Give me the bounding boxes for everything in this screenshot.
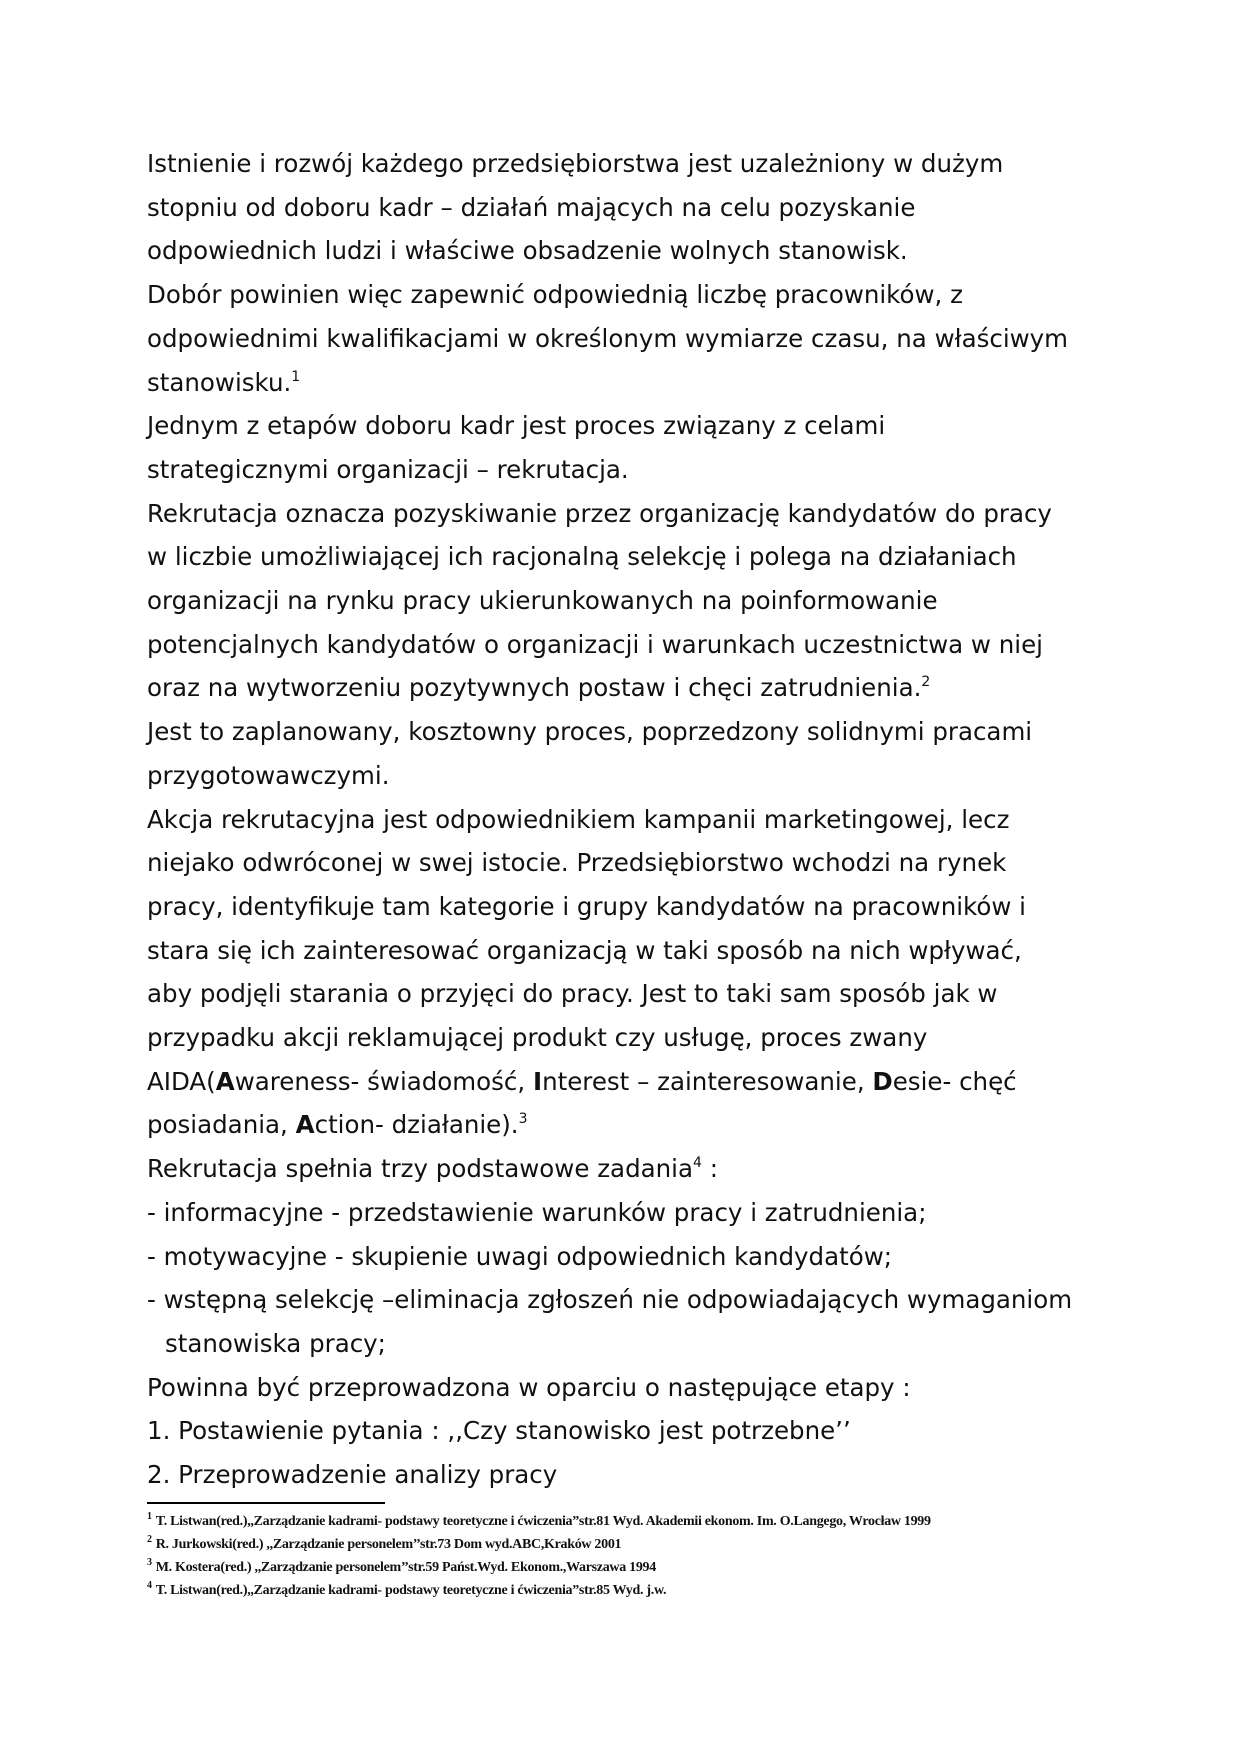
text-line: odpowiednimi kwalifikacjami w określonym wymiarze czasu, na właściwym [147,323,1069,353]
text-line: organizacji na rynku pracy ukierunkowanych na poinformowanie [147,586,938,616]
text-segment: ction- działanie). [314,1110,519,1140]
text-line: potencjalnych kandydatów o organizacji i warunkach uczestnictwa w niej [147,629,1043,659]
text-line: strategicznymi organizacji – rekrutacja. [147,454,629,484]
text-line: stopniu od doboru kadr – działań mających na celu pozyskanie [147,192,916,222]
text-line: pracy, identyfikuje tam kategorie i grupy kandydatów na pracowników i [147,891,1026,921]
text-segment: Rekrutacja spełnia trzy podstawowe zadania [147,1154,693,1184]
text-segment: stanowisku. [147,367,292,397]
footnote-text: R. Jurkowski(red.) ,,Zarządzanie personelem’’str.73 Dom wyd.ABC,Kraków 2001 [155,1537,622,1552]
text-segment: wareness- świadomość, [234,1066,533,1096]
aida-line [147,1103,1107,1147]
footnote-ref: 3 [518,1111,528,1128]
text-line: odpowiednich ludzi i właściwe obsadzenie wolnych stanowisk. [147,236,908,266]
text-line: Jednym z etapów doboru kadr jest proces związany z celami [147,411,886,441]
text-line: w liczbie umożliwiającej ich racjonalną selekcję i polega na działaniach [147,542,1017,572]
list-item: - motywacyjne - skupienie uwagi odpowiednich kandydatów; [147,1241,892,1271]
text-line [147,666,1107,710]
footnote [147,1510,1107,1533]
text-line: Rekrutacja oznacza pozyskiwanie przez organizację kandydatów do pracy [147,498,1052,528]
footnote [147,1579,1107,1602]
list-item-continuation: stanowiska pracy; [165,1328,386,1358]
footnote-text: T. Listwan(red.),,Zarządzanie kadrami- podstawy teoretyczne i ćwiczenia”str.81 Wyd. Akademii ekonom. Im. O.Langego, Wrocław 1999 [155,1514,931,1529]
footnote-number: 3 [147,1557,152,1568]
text-segment: : [701,1154,718,1184]
footnote-text: M. Kostera(red.) ,,Zarządzanie personelem’’str.59 Państ.Wyd. Ekonom.,Warszawa 1994 [155,1560,656,1575]
text-segment: AIDA( [147,1066,216,1096]
text-segment: nterest – zainteresowanie, [542,1066,873,1096]
footnote-text: T. Listwan(red.),,Zarządzanie kadrami- podstawy teoretyczne i ćwiczenia”str.85 Wyd. j.w. [155,1583,667,1598]
footnote-separator [147,1502,385,1504]
footnote-ref: 2 [921,674,931,691]
list-item: - wstępną selekcję –eliminacja zgłoszeń nie odpowiadających wymaganiom [147,1285,1073,1315]
bold-letter: D [872,1066,893,1096]
text-segment: oraz na wytworzeniu pozytywnych postaw i chęci zatrudnienia. [147,673,922,703]
footnote-number: 2 [147,1534,152,1545]
text-line: aby podjęli starania o przyjęci do pracy. Jest to taki sam sposób jak w [147,979,998,1009]
text-line: Powinna być przeprowadzona w oparciu o następujące etapy : [147,1372,911,1402]
list-item: 2. Przeprowadzenie analizy pracy [147,1460,558,1490]
text-line: stara się ich zainteresować organizacją w taki sposób na nich wpływać, [147,935,1022,965]
text-line: przypadku akcji reklamującej produkt czy usługę, proces zwany [147,1023,928,1053]
text-line: przygotowawczymi. [147,760,390,790]
footnote [147,1556,1107,1579]
footnote-ref: 4 [693,1155,702,1172]
footnote-number: 4 [147,1580,152,1591]
bold-letter: A [215,1066,235,1096]
aida-line [147,1060,1107,1104]
bold-letter: A [295,1110,315,1140]
text-line [147,361,1107,405]
text-segment: posiadania, [147,1110,296,1140]
footnote [147,1533,1107,1556]
body-text [147,142,1107,1497]
text-line: Istnienie i rozwój każdego przedsiębiorstwa jest uzależniony w dużym [147,149,1004,178]
footnote-ref: 1 [291,368,301,385]
text-line [147,1147,1107,1191]
list-item: 1. Postawienie pytania : ,,Czy stanowisko jest potrzebne’’ [147,1416,851,1446]
text-segment: esie- chęć [892,1066,1017,1096]
footnotes [147,1510,1107,1602]
text-line: niejako odwróconej w swej istocie. Przedsiębiorstwo wchodzi na rynek [147,848,1007,878]
text-line: Dobór powinien więc zapewnić odpowiednią liczbę pracowników, z [147,280,963,310]
list-item: - informacyjne - przedstawienie warunków pracy i zatrudnienia; [147,1197,927,1227]
footnote-number: 1 [147,1511,152,1522]
bold-letter: I [532,1066,543,1096]
text-line: Jest to zaplanowany, kosztowny proces, poprzedzony solidnymi pracami [147,717,1033,747]
text-line: Akcja rekrutacyjna jest odpowiednikiem kampanii marketingowej, lecz [147,804,1010,834]
